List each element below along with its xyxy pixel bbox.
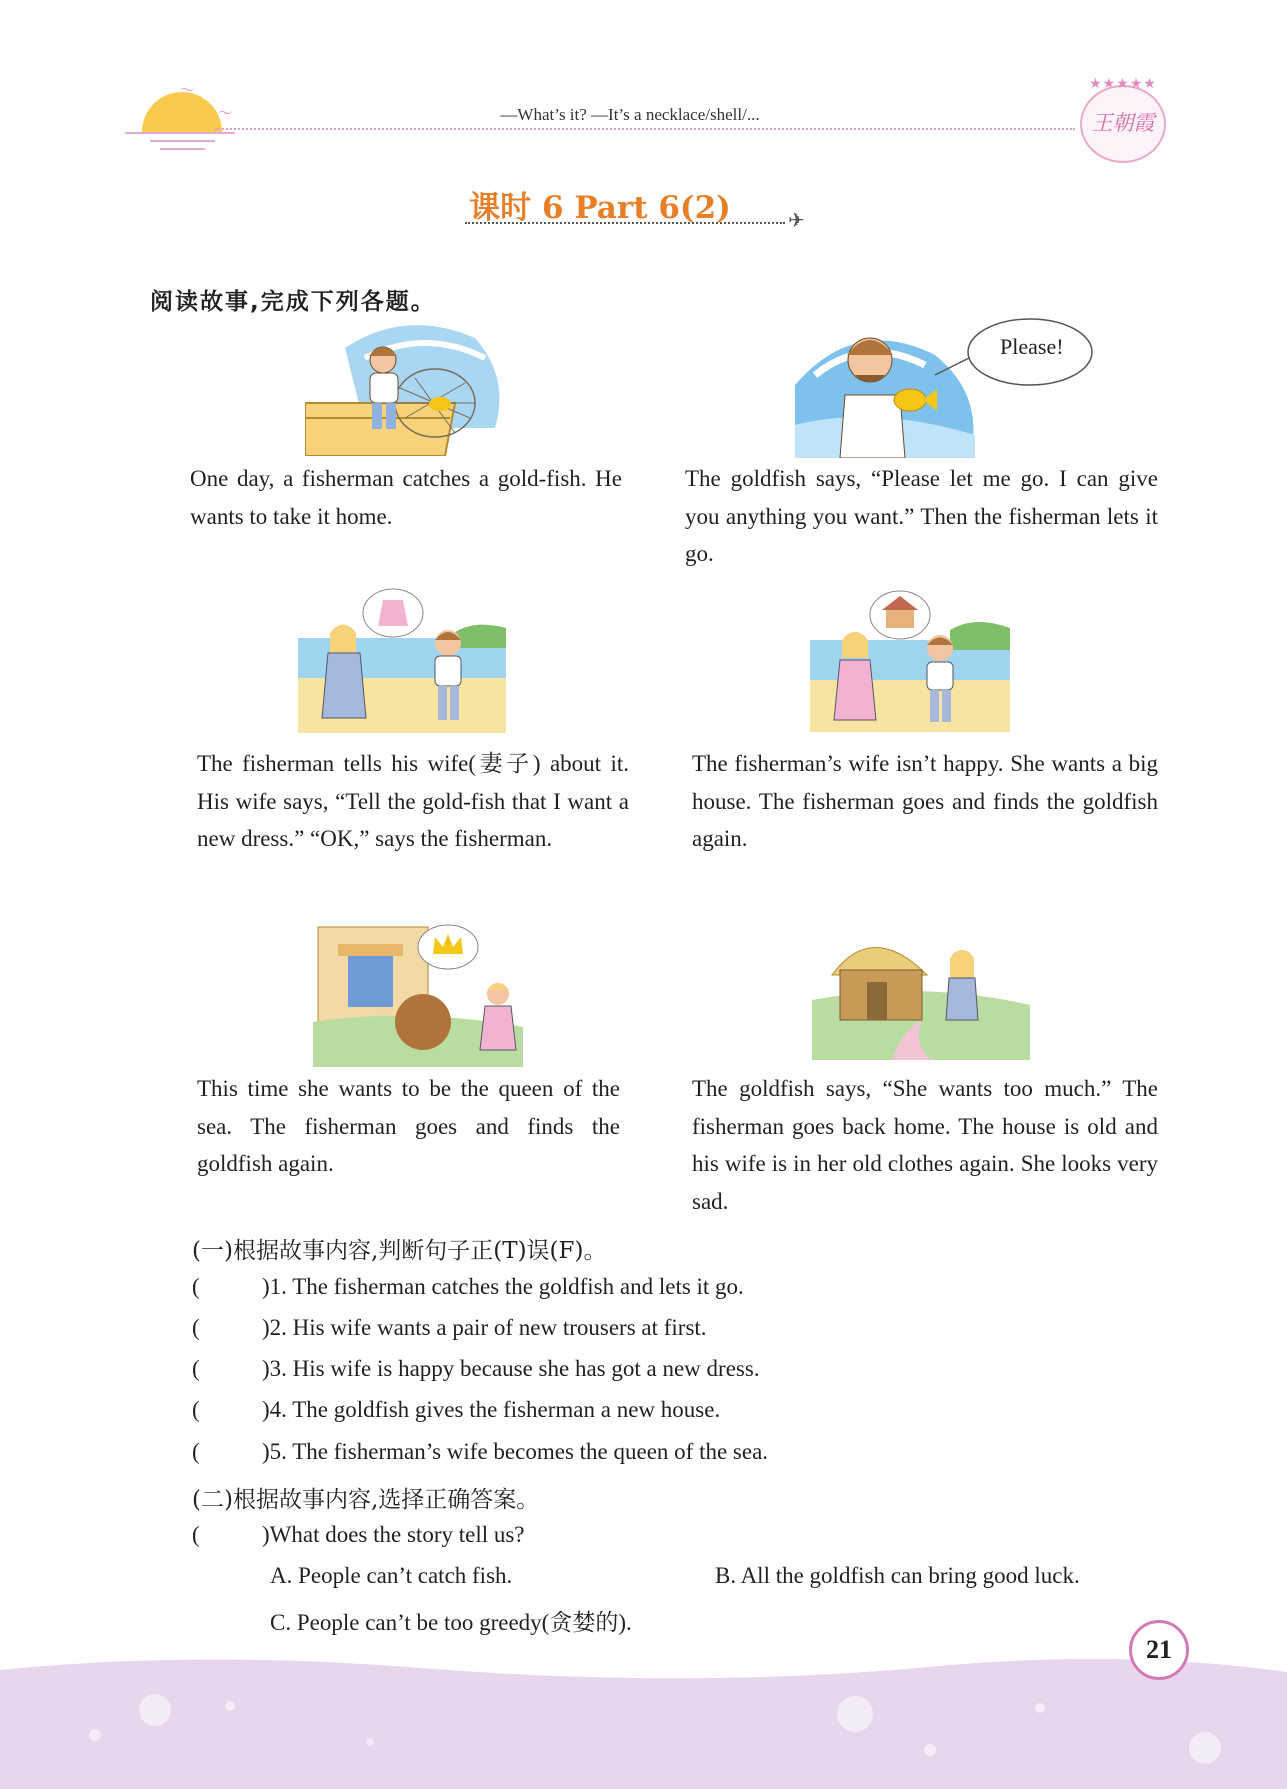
page-number: 21 [1129, 1620, 1189, 1680]
story-panel-2-text: The goldfish says, “Please let me go. I can give you anything you want.” Then the fisherman lets it go. [685, 466, 1158, 566]
palace-crown-illustration [313, 922, 523, 1067]
lesson-title: 课时 6 Part 6(2) [469, 190, 731, 226]
beach-dress-illustration [298, 588, 506, 733]
illustration-old-hut [812, 920, 1030, 1060]
illustration-fisherman-tells-wife [298, 588, 506, 733]
speech-bubble-text: Please! [1000, 334, 1064, 359]
illustration-queen-of-sea [313, 922, 523, 1067]
tf-question-3 [192, 1356, 760, 1382]
fish-icon: ✈ [788, 208, 805, 232]
story-panel-5-text: This time she wants to be the queen of the sea. The fisherman goes and finds the goldfish again. [197, 1076, 620, 1176]
answer-blank[interactable]: ( [192, 1522, 200, 1547]
question-text: )2. His wife wants a pair of new trousers at first. [262, 1315, 707, 1340]
bird-icon: 〜 [180, 83, 194, 99]
running-title: —What’s it? —It’s a necklace/shell/... [500, 105, 760, 124]
logo-stars-icon: ★★★★★ [1089, 76, 1157, 92]
old-hut-illustration [812, 920, 1030, 1060]
story-panel-1-text: One day, a fisherman catches a gold-fish. He wants to take it home. [190, 466, 622, 529]
question-text: )3. His wife is happy because she has got a new dress. [262, 1356, 760, 1381]
horizon-line [160, 148, 205, 150]
bird-icon: 〜 [218, 106, 232, 122]
part1-title: (一)根据故事内容,判断句子正(T)误(F)。 [192, 1238, 607, 1264]
answer-blank[interactable]: ( [192, 1356, 200, 1381]
tf-question-4 [192, 1397, 720, 1423]
logo-text: 王朝霞 [1091, 111, 1155, 135]
footer-wave [0, 1650, 1287, 1789]
mc-question [192, 1522, 525, 1548]
story-panel-4-text: The fisherman’s wife isn’t happy. She wants a big house. The fisherman goes and finds the goldfish again. [692, 751, 1158, 851]
answer-blank[interactable]: ( [192, 1315, 200, 1340]
question-text: )4. The goldfish gives the fisherman a new house. [262, 1397, 721, 1422]
beach-house-illustration [810, 590, 1010, 732]
answer-blank[interactable]: ( [192, 1397, 200, 1422]
option-c: C. People can’t be too greedy(贪婪的). [270, 1610, 632, 1635]
answer-blank[interactable]: ( [192, 1439, 200, 1464]
question-text: )5. The fisherman’s wife becomes the queen of the sea. [262, 1439, 769, 1464]
illustration-wife-wants-house [810, 590, 1010, 732]
question-text: )1. The fisherman catches the goldfish and lets it go. [262, 1274, 744, 1299]
instruction: 阅读故事,完成下列各题。 [150, 289, 436, 315]
story-panel-6-text: The goldfish says, “She wants too much.” The fisherman goes back home. The house is old and his wife is in her old clothes again. She looks very sad. [692, 1076, 1158, 1214]
illustration-fisherman-catching [305, 318, 510, 456]
part2-title: (二)根据故事内容,选择正确答案。 [192, 1487, 540, 1513]
tf-question-1 [192, 1274, 744, 1300]
page-header [0, 0, 1287, 165]
horizon-line [125, 132, 235, 134]
answer-blank[interactable]: ( [192, 1274, 200, 1299]
boat-net-illustration [305, 318, 510, 456]
story-panel-3-text: The fisherman tells his wife(妻子) about it. His wife says, “Tell the gold-fish that I want a new dress.” “OK,” says the fisherman. [197, 751, 629, 851]
option-b: B. All the goldfish can bring good luck. [715, 1563, 1080, 1588]
tf-question-2 [192, 1315, 707, 1341]
horizon-line [150, 140, 215, 142]
tf-question-5 [192, 1439, 768, 1465]
option-a: A. People can’t catch fish. [270, 1563, 513, 1588]
title-underline [465, 222, 785, 224]
question-text: )What does the story tell us? [262, 1522, 525, 1547]
header-divider [215, 128, 1075, 130]
